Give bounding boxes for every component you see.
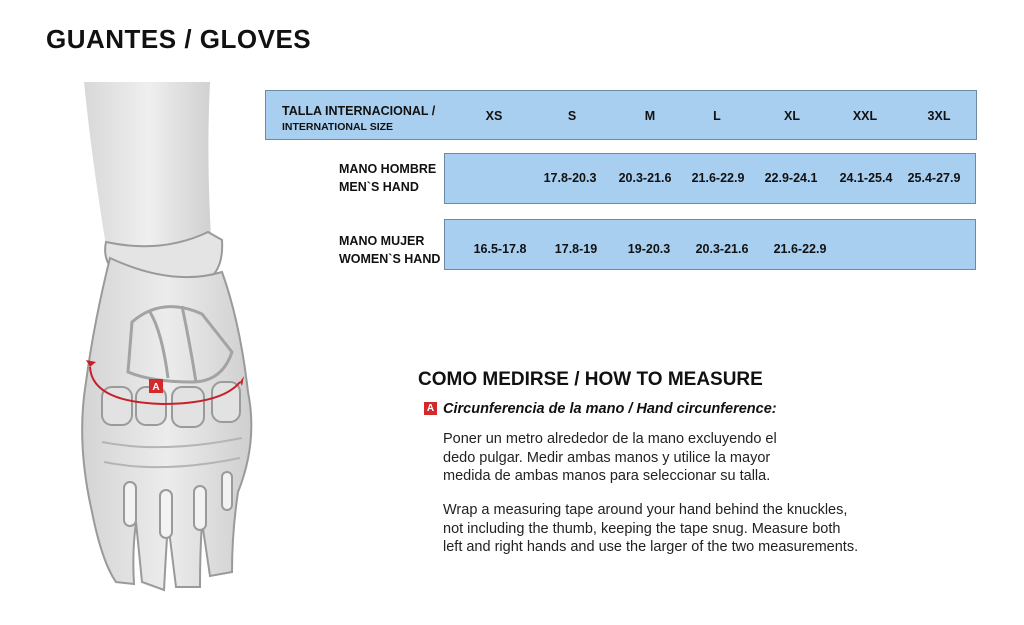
men-value-3xl: 25.4-27.9 <box>907 171 961 185</box>
men-row-label <box>339 160 436 196</box>
men-value-m: 20.3-21.6 <box>618 171 672 185</box>
measure-badge: A <box>424 402 437 415</box>
page-title: GUANTES / GLOVES <box>46 24 312 54</box>
women-label-en: WOMEN`S HAND <box>339 252 441 266</box>
size-m: M <box>644 109 656 123</box>
men-label-es: MANO HOMBRE <box>339 162 437 176</box>
instructions-en <box>443 501 858 557</box>
measure-subtitle: Circunferencia de la mano / Hand circunference: <box>443 401 777 417</box>
instructions-es-line: medida de ambas manos para seleccionar su talla. <box>443 468 771 484</box>
women-value-m: 19-20.3 <box>627 242 671 256</box>
size-xs: XS <box>485 109 503 123</box>
women-value-s: 17.8-19 <box>554 242 598 256</box>
size-xxl: XXL <box>852 109 878 123</box>
size-xl: XL <box>784 109 800 123</box>
women-row-label <box>339 232 440 268</box>
size-header-label-en: INTERNATIONAL SIZE <box>282 121 394 133</box>
women-value-xs: 16.5-17.8 <box>473 242 527 256</box>
men-value-l: 21.6-22.9 <box>691 171 745 185</box>
size-3xl: 3XL <box>927 109 951 123</box>
men-value-xxl: 24.1-25.4 <box>839 171 893 185</box>
men-value-xl: 22.9-24.1 <box>764 171 818 185</box>
instructions-es-line: dedo pulgar. Medir ambas manos y utilice la mayor <box>443 449 771 466</box>
instructions-es-line: Poner un metro alrededor de la mano excluyendo el <box>443 431 777 447</box>
size-header-label-es: TALLA INTERNACIONAL / <box>282 104 436 118</box>
women-label-es: MANO MUJER <box>339 234 425 248</box>
women-value-l: 20.3-21.6 <box>695 242 749 256</box>
men-label-en: MEN`S HAND <box>339 180 419 194</box>
instructions-en-line: not including the thumb, keeping the tape snug. Measure both <box>443 520 841 537</box>
size-l: L <box>713 109 721 123</box>
how-to-measure-title: COMO MEDIRSE / HOW TO MEASURE <box>418 369 763 390</box>
instructions-es <box>443 430 777 486</box>
instructions-en-line: left and right hands and use the larger of the two measurements. <box>443 539 859 555</box>
women-value-xl: 21.6-22.9 <box>773 242 827 256</box>
instructions-en-line: Wrap a measuring tape around your hand behind the knuckles, <box>443 502 848 518</box>
size-s: S <box>567 109 577 123</box>
glove-hand-illustration <box>72 82 302 602</box>
svg-text:A: A <box>152 382 160 393</box>
men-value-s: 17.8-20.3 <box>543 171 597 185</box>
